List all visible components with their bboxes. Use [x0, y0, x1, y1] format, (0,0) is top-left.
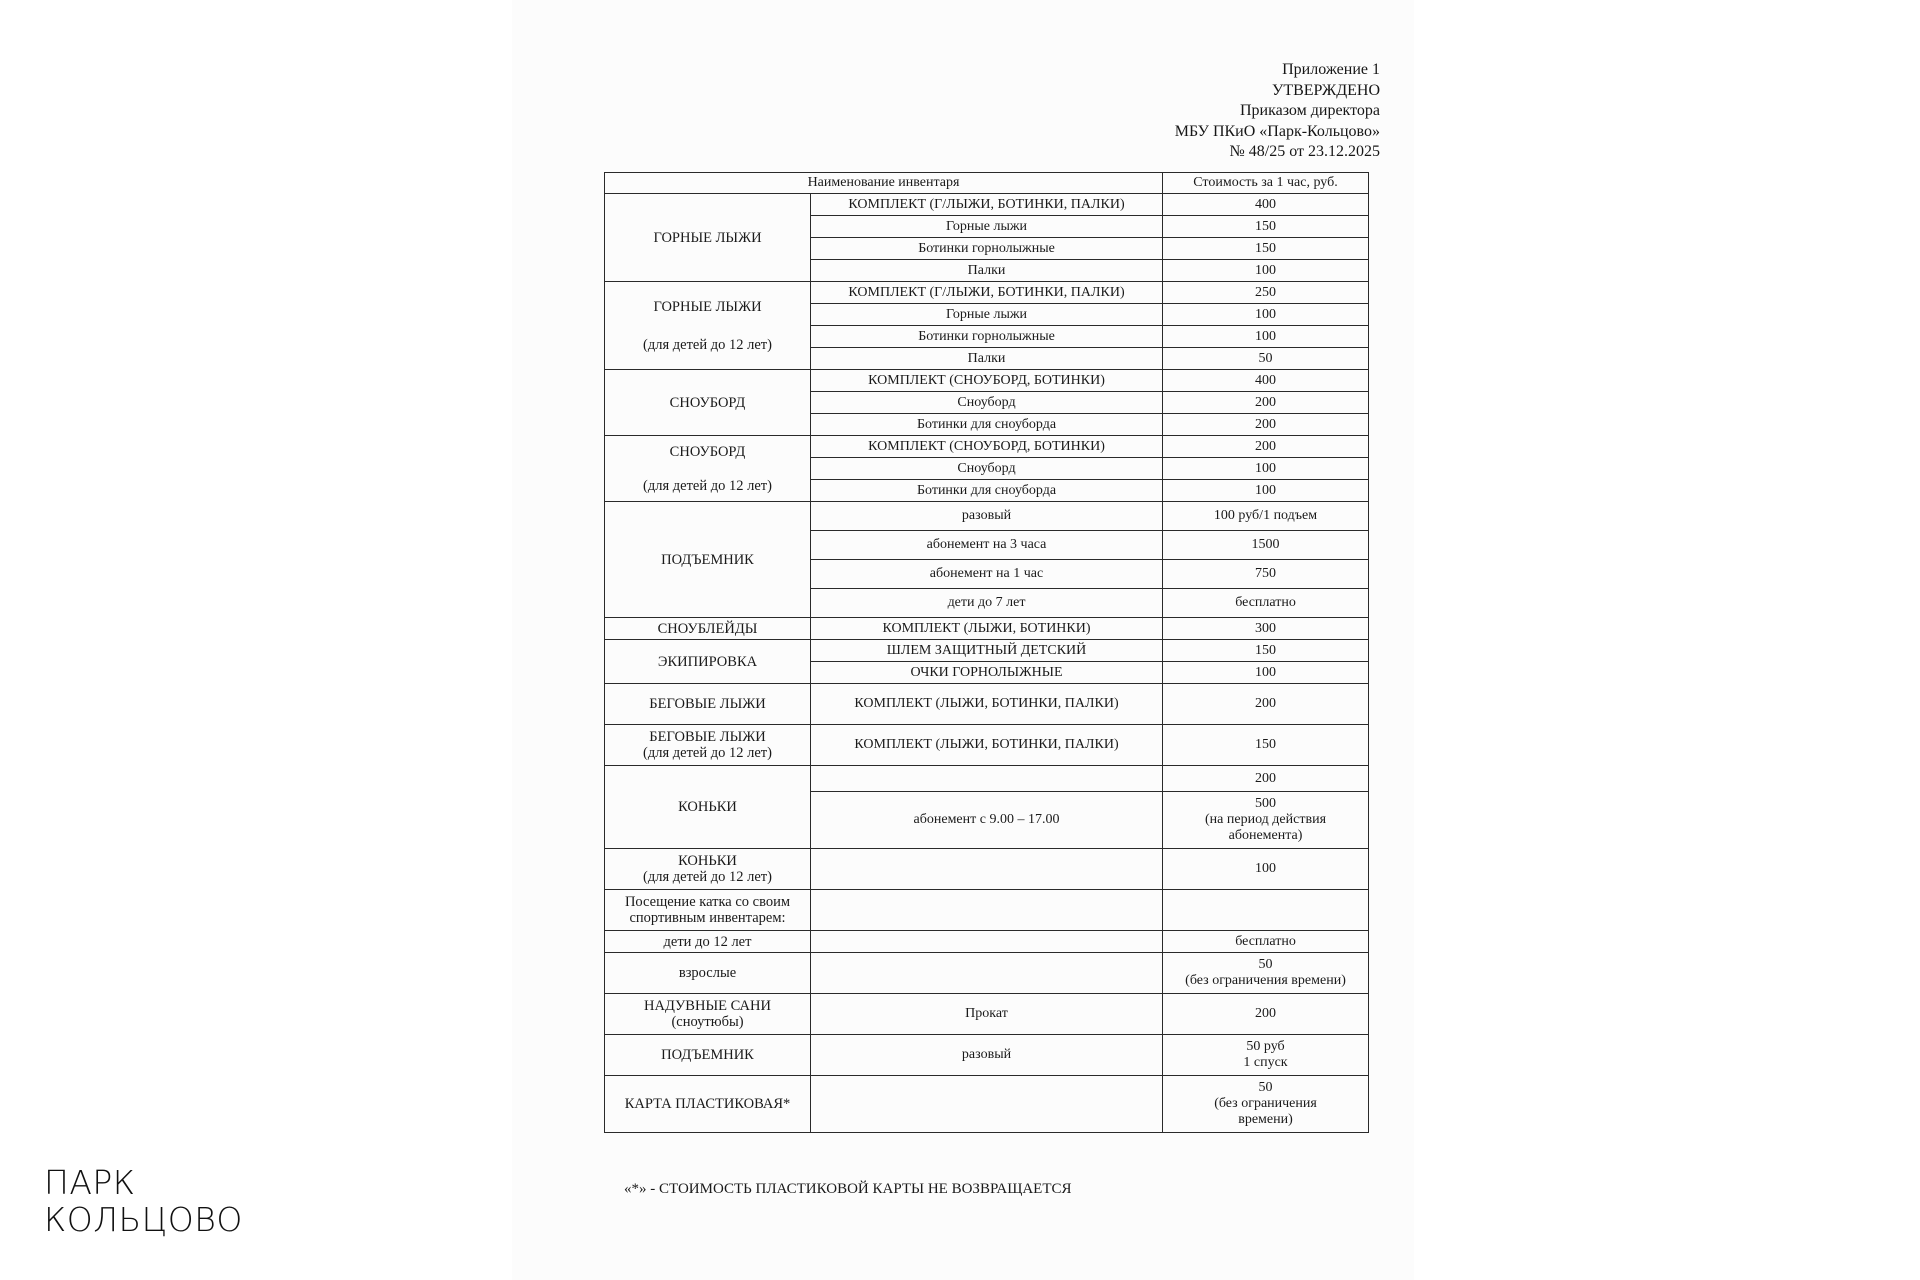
- category-cell: ПОДЪЕМНИК: [605, 502, 811, 618]
- category-cell: ГОРНЫЕ ЛЫЖИ: [605, 194, 811, 282]
- price-table: [604, 172, 1369, 1133]
- price-cell: 150: [1163, 216, 1369, 238]
- category-cell: [605, 849, 811, 890]
- category-cell: [605, 725, 811, 766]
- category-cell: ЭКИПИРОВКА: [605, 640, 811, 684]
- price-cell: 200: [1163, 994, 1369, 1035]
- item-cell: Ботинки горнолыжные: [811, 238, 1163, 260]
- price-cell: 200: [1163, 414, 1369, 436]
- approval-header: [1175, 60, 1380, 163]
- item-cell: Палки: [811, 260, 1163, 282]
- item-cell: дети до 7 лет: [811, 589, 1163, 618]
- category-title: Посещение катка со своим: [624, 894, 791, 910]
- price-cell: 400: [1163, 370, 1369, 392]
- price-cell: 150: [1163, 640, 1369, 662]
- price-cell: [1163, 953, 1369, 994]
- item-cell: КОМПЛЕКТ (СНОУБОРД, БОТИНКИ): [811, 436, 1163, 458]
- price-note: (без ограничения времени): [1185, 973, 1346, 988]
- table-row: [605, 282, 1369, 304]
- category-cell: СНОУБОРД: [605, 370, 811, 436]
- category-subtitle: (для детей до 12 лет): [643, 745, 772, 761]
- price-cell: [1163, 1035, 1369, 1076]
- table-row: [605, 725, 1369, 766]
- category-subtitle: (для детей до 12 лет): [643, 477, 772, 494]
- item-cell: абонемент с 9.00 – 17.00: [811, 792, 1163, 849]
- category-subtitle: спортивным инвентарем:: [629, 910, 786, 926]
- price-cell: 200: [1163, 684, 1369, 725]
- table-row: [605, 194, 1369, 216]
- approved-label: УТВЕРЖДЕНО: [1271, 81, 1380, 99]
- order-number-date: № 48/25 от 23.12.2025: [1229, 143, 1380, 160]
- price-cell: 100: [1163, 260, 1369, 282]
- item-cell: КОМПЛЕКТ (Г/ЛЫЖИ, БОТИНКИ, ПАЛКИ): [811, 282, 1163, 304]
- item-cell: Ботинки для сноуборда: [811, 480, 1163, 502]
- item-cell: [811, 890, 1163, 931]
- price-note: времени): [1238, 1112, 1293, 1127]
- price-cell: 100: [1163, 458, 1369, 480]
- table-row: [605, 849, 1369, 890]
- price-cell: [1163, 1076, 1369, 1133]
- item-cell: абонемент на 3 часа: [811, 531, 1163, 560]
- park-logo: [44, 1164, 243, 1238]
- price-cell: 100: [1163, 662, 1369, 684]
- category-title: БЕГОВЫЕ ЛЫЖИ: [649, 729, 766, 745]
- item-cell: абонемент на 1 час: [811, 560, 1163, 589]
- price-value: 500: [1255, 796, 1277, 811]
- item-cell: [811, 849, 1163, 890]
- table-row: [605, 640, 1369, 662]
- category-subtitle: (для детей до 12 лет): [643, 336, 772, 353]
- item-cell: ОЧКИ ГОРНОЛЫЖНЫЕ: [811, 662, 1163, 684]
- category-title: СНОУБОРД: [669, 443, 746, 460]
- table-row: [605, 931, 1369, 953]
- table-row: [605, 684, 1369, 725]
- category-cell: [605, 436, 811, 502]
- item-cell: КОМПЛЕКТ (Г/ЛЫЖИ, БОТИНКИ, ПАЛКИ): [811, 194, 1163, 216]
- item-cell: разовый: [811, 1035, 1163, 1076]
- price-cell: 150: [1163, 725, 1369, 766]
- logo-line-2: КОЛЬЦОВО: [44, 1200, 243, 1239]
- appendix-label: Приложение 1: [1282, 61, 1380, 78]
- price-note: абонемента): [1228, 828, 1303, 843]
- item-cell: КОМПЛЕКТ (ЛЫЖИ, БОТИНКИ, ПАЛКИ): [811, 725, 1163, 766]
- price-note: (без ограничения: [1214, 1096, 1317, 1111]
- price-cell: 100: [1163, 849, 1369, 890]
- table-row: [605, 436, 1369, 458]
- table-row: [605, 618, 1369, 640]
- price-cell: 100: [1163, 480, 1369, 502]
- price-value: 50: [1258, 1080, 1273, 1095]
- price-value: 50 руб: [1246, 1039, 1285, 1054]
- price-cell: 50: [1163, 348, 1369, 370]
- item-cell: Ботинки для сноуборда: [811, 414, 1163, 436]
- price-cell: [1163, 890, 1369, 931]
- item-cell: Сноуборд: [811, 392, 1163, 414]
- category-cell: дети до 12 лет: [605, 931, 811, 953]
- category-title: НАДУВНЫЕ САНИ: [644, 998, 771, 1014]
- item-cell: Прокат: [811, 994, 1163, 1035]
- price-cell: 200: [1163, 436, 1369, 458]
- item-cell: [811, 766, 1163, 792]
- category-cell: [605, 282, 811, 370]
- table-row: [605, 1076, 1369, 1133]
- column-header-price: Стоимость за 1 час, руб.: [1163, 173, 1369, 194]
- table-row: [605, 766, 1369, 792]
- category-cell: КОНЬКИ: [605, 766, 811, 849]
- price-note: 1 спуск: [1243, 1055, 1288, 1070]
- table-row: [605, 890, 1369, 931]
- price-cell: [1163, 792, 1369, 849]
- item-cell: КОМПЛЕКТ (ЛЫЖИ, БОТИНКИ): [811, 618, 1163, 640]
- category-subtitle: (для детей до 12 лет): [643, 869, 772, 885]
- category-title: ГОРНЫЕ ЛЫЖИ: [653, 298, 762, 315]
- category-cell: [605, 994, 811, 1035]
- item-cell: [811, 1076, 1163, 1133]
- table-row: [605, 370, 1369, 392]
- price-cell: 100: [1163, 304, 1369, 326]
- category-title: КОНЬКИ: [678, 853, 737, 869]
- category-cell: КАРТА ПЛАСТИКОВАЯ*: [605, 1076, 811, 1133]
- price-cell: 100 руб/1 подъем: [1163, 502, 1369, 531]
- item-cell: разовый: [811, 502, 1163, 531]
- item-cell: КОМПЛЕКТ (ЛЫЖИ, БОТИНКИ, ПАЛКИ): [811, 684, 1163, 725]
- price-cell: 300: [1163, 618, 1369, 640]
- price-cell: 150: [1163, 238, 1369, 260]
- column-header-name: Наименование инвентаря: [605, 173, 1163, 194]
- table-row: [605, 953, 1369, 994]
- price-cell: 200: [1163, 766, 1369, 792]
- item-cell: Сноуборд: [811, 458, 1163, 480]
- price-cell: 250: [1163, 282, 1369, 304]
- price-cell: бесплатно: [1163, 931, 1369, 953]
- category-cell: [605, 890, 811, 931]
- price-note: (на период действия: [1205, 812, 1327, 827]
- price-cell: 200: [1163, 392, 1369, 414]
- item-cell: КОМПЛЕКТ (СНОУБОРД, БОТИНКИ): [811, 370, 1163, 392]
- price-cell: 1500: [1163, 531, 1369, 560]
- price-cell: 400: [1163, 194, 1369, 216]
- category-cell: СНОУБЛЕЙДЫ: [605, 618, 811, 640]
- item-cell: Горные лыжи: [811, 304, 1163, 326]
- table-row: [605, 502, 1369, 531]
- item-cell: ШЛЕМ ЗАЩИТНЫЙ ДЕТСКИЙ: [811, 640, 1163, 662]
- order-label: Приказом директора: [1239, 102, 1380, 119]
- category-cell: БЕГОВЫЕ ЛЫЖИ: [605, 684, 811, 725]
- table-row: [605, 1035, 1369, 1076]
- organization-label: МБУ ПКиО «Парк-Кольцово»: [1174, 122, 1380, 140]
- item-cell: Палки: [811, 348, 1163, 370]
- logo-line-1: ПАРК: [44, 1163, 136, 1202]
- category-subtitle: (сноутюбы): [671, 1014, 744, 1030]
- price-value: 50: [1258, 957, 1273, 972]
- item-cell: [811, 931, 1163, 953]
- item-cell: Ботинки горнолыжные: [811, 326, 1163, 348]
- price-cell: 750: [1163, 560, 1369, 589]
- footnote: «*» - СТОИМОСТЬ ПЛАСТИКОВОЙ КАРТЫ НЕ ВОЗВРАЩАЕТСЯ: [624, 1181, 1072, 1197]
- table-row: [605, 994, 1369, 1035]
- price-cell: 100: [1163, 326, 1369, 348]
- item-cell: [811, 953, 1163, 994]
- category-cell: ПОДЪЕМНИК: [605, 1035, 811, 1076]
- item-cell: Горные лыжи: [811, 216, 1163, 238]
- price-cell: бесплатно: [1163, 589, 1369, 618]
- category-cell: взрослые: [605, 953, 811, 994]
